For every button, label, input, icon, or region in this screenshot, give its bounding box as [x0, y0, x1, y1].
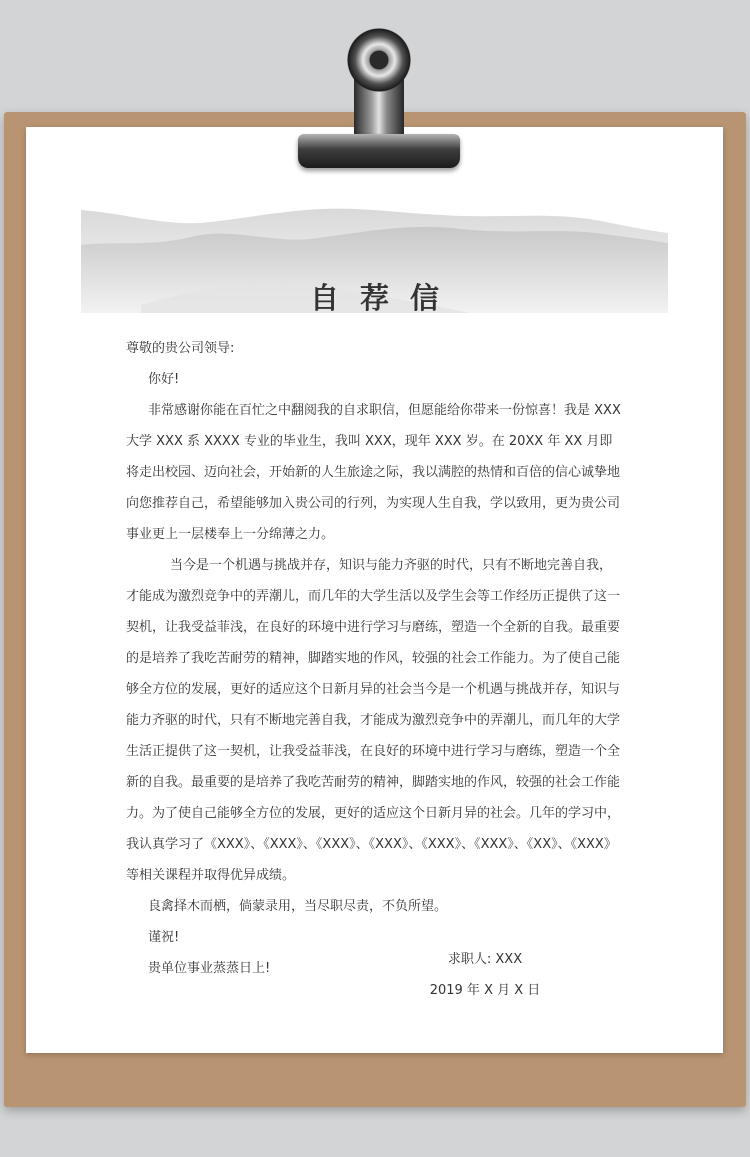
letter-body	[126, 333, 622, 984]
closing-salute: 谨祝!	[148, 930, 180, 945]
paragraph-experience: 当今是一个机遇与挑战并存，知识与能力齐驱的时代，只有不断地完善自我，才能成为激烈竞争中的弄潮儿，而几年的大学生活以及学生会等工作经历正提供了这一契机，让我受益菲浅，在良好的环境中进行学习与磨练，塑造一个全新的自我。最重要的是培养了我吃苦耐劳的精神，脚踏实地的作风，较强的社会工作能力。为了使自己能够全方位的发展，更好的适应这个日新月异的社会当今是一个机遇与挑战并存，知识与能力齐驱的时代，只有不断地完善自我，才能成为激烈竞争中的弄潮儿，而几年的大学生活正提供了这一契机，让我受益菲浅，在良好的环境中进行学习与磨练，塑造一个全新的自我。最重要的是培养了我吃苦耐劳的精神，脚踏实地的作风，较强的社会工作能力。为了使自己能够全方位的发展，更好的适应这个日新月异的社会。几年的学习中，我认真学习了《XXX》、《XXX》、《XXX》、《XXX》、《XXX》、《XXX》、《XX》、《XXX》等相关课程并取得优异成绩。	[126, 558, 621, 883]
greeting: 你好!	[148, 372, 180, 387]
clip-ring-icon	[347, 28, 411, 92]
signer-name: 求职人: XXX	[447, 952, 523, 967]
paragraph-closing: 良禽择木而栖，倘蒙录用，当尽职尽责，不负所望。	[148, 899, 448, 914]
letter-date: 2019 年 X 月 X 日	[429, 983, 541, 998]
paragraph-intro: 非常感谢你能在百忙之中翻阅我的自求职信，但愿能给你带来一份惊喜！我是 XXX 大学 XXX 系 XXXX 专业的毕业生，我叫 XXX，现年 XXX 岁。在 20XX 年 XX 月即将走出校园、迈向社会，开始新的人生旅途之际，我以满腔的热情和百倍的信心诚挚地向您推荐自己，希望能够加入贵公司的行列，为实现人生自我，学以致用，更为贵公司事业更上一层楼奉上一分绵薄之力。	[126, 403, 621, 542]
salutation: 尊敬的贵公司领导:	[126, 341, 235, 356]
closing-wish: 贵单位事业蒸蒸日上!	[148, 961, 271, 976]
signature-block	[420, 944, 550, 1006]
binder-clip-icon	[298, 134, 460, 168]
ink-mountain-banner	[81, 205, 668, 340]
page-title: 自荐信	[309, 281, 460, 315]
